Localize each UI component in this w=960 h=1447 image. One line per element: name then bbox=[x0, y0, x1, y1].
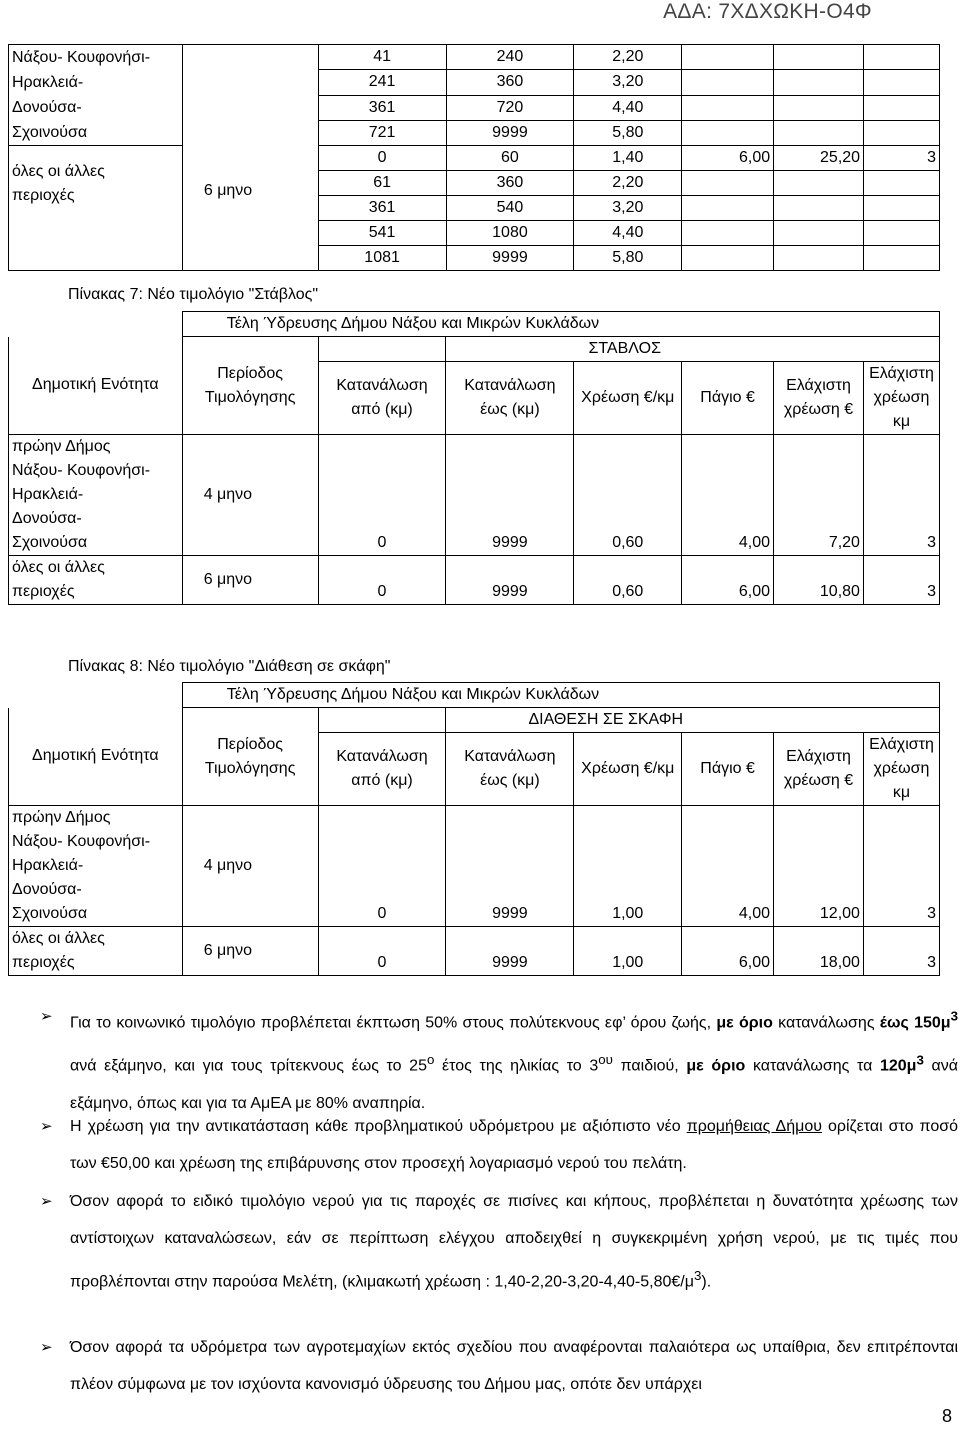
area-cell: πρώην Δήμος Νάξου- Κουφονήσι- Ηρακλειά- Δονούσα- Σχοινούσα bbox=[9, 806, 183, 927]
period-cell: 4 μηνο bbox=[182, 435, 318, 556]
arrow-bullet-icon: ➢ bbox=[40, 1008, 53, 1025]
bullet-pool-garden: ➢ Όσον αφορά το ειδικό τιμολόγιο νερού για τις παροχές σε πισίνες και κήπους, προβλέπεται η δυνατότητα χρέωσης των αντίστοιχων καταναλώσεων, εάν σε περίπτωση ελέγχου αποδειχθεί η συγκεκριμένη χρήση νερού, με τις τιμές που προβλέπονται στην παρούσα Μελέτη, (κλιμακωτή χρέωση : $1,40-2,20-3,20-4,40-5,80€/\mu^3$). bbox=[40, 1183, 958, 1300]
col-header: Περίοδος Τιμολόγησης bbox=[182, 337, 318, 435]
table8-title: Πίνακας 8: Νέο τιμολόγιο "Διάθεση σε σκάφη" bbox=[68, 658, 391, 675]
ada-code: ΑΔΑ: 7ΧΔΧΩΚΗ-Ο4Φ bbox=[663, 0, 872, 23]
table8: Τέλη Ύδρευσης Δήμου Νάξου και Μικρών Κυκλάδων Δημοτική Ενότητα Περίοδος Τιμολόγησης ΔΙΑΘΕΣΗ ΣΕ ΣΚΑΦΗ Κατανάλωση από (κμ) Κατανάλωση έως (κμ) Χρέωση €/κμ Πάγιο € Ελάχιστη χρέωση € Ελάχιστη χρέωση κμ πρώην Δήμος Νάξου- Κουφονήσι- Ηρακλειά- Δονούσα- Σχοινούσα 4 μηνο 0 9999 1,00 4,00 12,00 3 όλες οι άλλες περιοχές 6 μηνο 0 9999 1,00 6,00 18,00 3 bbox=[8, 682, 940, 976]
col-header: Πάγιο € bbox=[682, 362, 774, 435]
bullet-rural-meters: ➢ Όσον αφορά τα υδρόμετρα των αγροτεμαχίων εκτός σχεδίου που αναφέρονται παλαιότερα ως υπαίθρια, δεν επιτρέπονται πλέον σύμφωνα με τον ισχύοντα κανονισμό ύδρευσης του Δήμου μας, οπότε δεν υπάρχει bbox=[40, 1329, 958, 1403]
area-cell: όλες οι άλλες περιοχές bbox=[9, 927, 183, 976]
table7-sub-header: ΣΤΑΒΛΟΣ bbox=[446, 337, 940, 362]
col-header: Δημοτική Ενότητα bbox=[9, 337, 183, 435]
area-cell: όλες οι άλλες περιοχές bbox=[9, 556, 183, 605]
col-header: Κατανάλωση από (κμ) bbox=[318, 362, 446, 435]
col-header: Κατανάλωση από (κμ) bbox=[318, 733, 446, 806]
col-header: Κατανάλωση έως (κμ) bbox=[446, 362, 574, 435]
table7-super-header: Τέλη Ύδρευσης Δήμου Νάξου και Μικρών Κυκλάδων bbox=[182, 312, 939, 337]
arrow-bullet-icon: ➢ bbox=[40, 1339, 53, 1356]
table7-title: Πίνακας 7: Νέο τιμολόγιο "Στάβλος" bbox=[68, 286, 319, 303]
table8-super-header: Τέλη Ύδρευσης Δήμου Νάξου και Μικρών Κυκλάδων bbox=[182, 683, 939, 708]
period-cell: 6 μηνο bbox=[182, 556, 318, 605]
period-cell: 6 μηνο bbox=[182, 45, 318, 271]
page-number: 8 bbox=[941, 1406, 952, 1426]
bullet-social-tariff: ➢ Για το κοινωνικό τιμολόγιο προβλέπεται έκπτωση 50% στους πολύτεκνους εφ’ όρου ζωής, με όριο κατανάλωσης έως $150\mu^3$ ανά εξάμηνο, και για τους τρίτεκνους έως το $25^o$ έτος της ηλικίας το $3^{o\upsilon}$ παιδιού, με όριο κατανάλωσης τα $120\mu^3$ ανά εξάμηνο, όπως και για τα ΑμΕΑ με 80% αναπηρία. bbox=[40, 998, 958, 1122]
col-header: Δημοτική Ενότητα bbox=[9, 708, 183, 806]
arrow-bullet-icon: ➢ bbox=[40, 1118, 53, 1135]
col-header: Περίοδος Τιμολόγησης bbox=[182, 708, 318, 806]
period-cell: 4 μηνο bbox=[182, 806, 318, 927]
col-header: Χρέωση €/κμ bbox=[574, 733, 682, 806]
table7: Τέλη Ύδρευσης Δήμου Νάξου και Μικρών Κυκλάδων Δημοτική Ενότητα Περίοδος Τιμολόγησης ΣΤΑΒΛΟΣ Κατανάλωση από (κμ) Κατανάλωση έως (κμ) Χρέωση €/κμ Πάγιο € Ελάχιστη χρέωση € Ελάχιστη χρέωση κμ πρώην Δήμος Νάξου- Κουφονήσι- Ηρακλειά- Δονούσα- Σχοινούσα 4 μηνο 0 9999 0,60 4,00 7,20 3 όλες οι άλλες περιοχές 6 μηνο 0 9999 0,60 6,00 10,80 3 bbox=[8, 311, 940, 605]
col-header: Χρέωση €/κμ bbox=[574, 362, 682, 435]
area-cell: πρώην Δήμος Νάξου- Κουφονήσι- Ηρακλειά- Δονούσα- Σχοινούσα bbox=[9, 435, 183, 556]
col-header: Κατανάλωση έως (κμ) bbox=[446, 733, 574, 806]
area-cell: Νάξου- Κουφονήσι- Ηρακλειά- Δονούσα- Σχοινούσα bbox=[9, 45, 183, 146]
col-header: Ελάχιστη χρέωση € bbox=[774, 733, 864, 806]
table8-sub-header: ΔΙΑΘΕΣΗ ΣΕ ΣΚΑΦΗ bbox=[446, 708, 940, 733]
period-cell: 6 μηνο bbox=[182, 927, 318, 976]
col-header: Πάγιο € bbox=[682, 733, 774, 806]
col-header: Ελάχιστη χρέωση κμ bbox=[863, 733, 939, 806]
bullet-meter-replacement: ➢ Η χρέωση για την αντικατάσταση κάθε προβληματικού υδρόμετρου με αξιόπιστο νέο προμήθειας Δήμου ορίζεται στο ποσό των €50,00 και χρέωση της επιβάρυνσης στον προσεχή λογαριασμό νερού του πελάτη. bbox=[40, 1108, 958, 1182]
area-cell: όλες οι άλλες περιοχές bbox=[9, 146, 183, 271]
table-continued: Νάξου- Κουφονήσι- Ηρακλειά- Δονούσα- Σχοινούσα 6 μηνο 41 240 2,20 241 360 3,20 361 720 4,40 721 9999 5,80 όλες οι άλλες περιοχές 0 60 1,40 6,00 25,20 3 61 360 2,20 361 540 3,20 541 1080 4,40 1081 9999 5,80 bbox=[8, 44, 940, 271]
arrow-bullet-icon: ➢ bbox=[40, 1193, 53, 1210]
col-header: Ελάχιστη χρέωση € bbox=[774, 362, 864, 435]
col-header: Ελάχιστη χρέωση κμ bbox=[863, 362, 939, 435]
